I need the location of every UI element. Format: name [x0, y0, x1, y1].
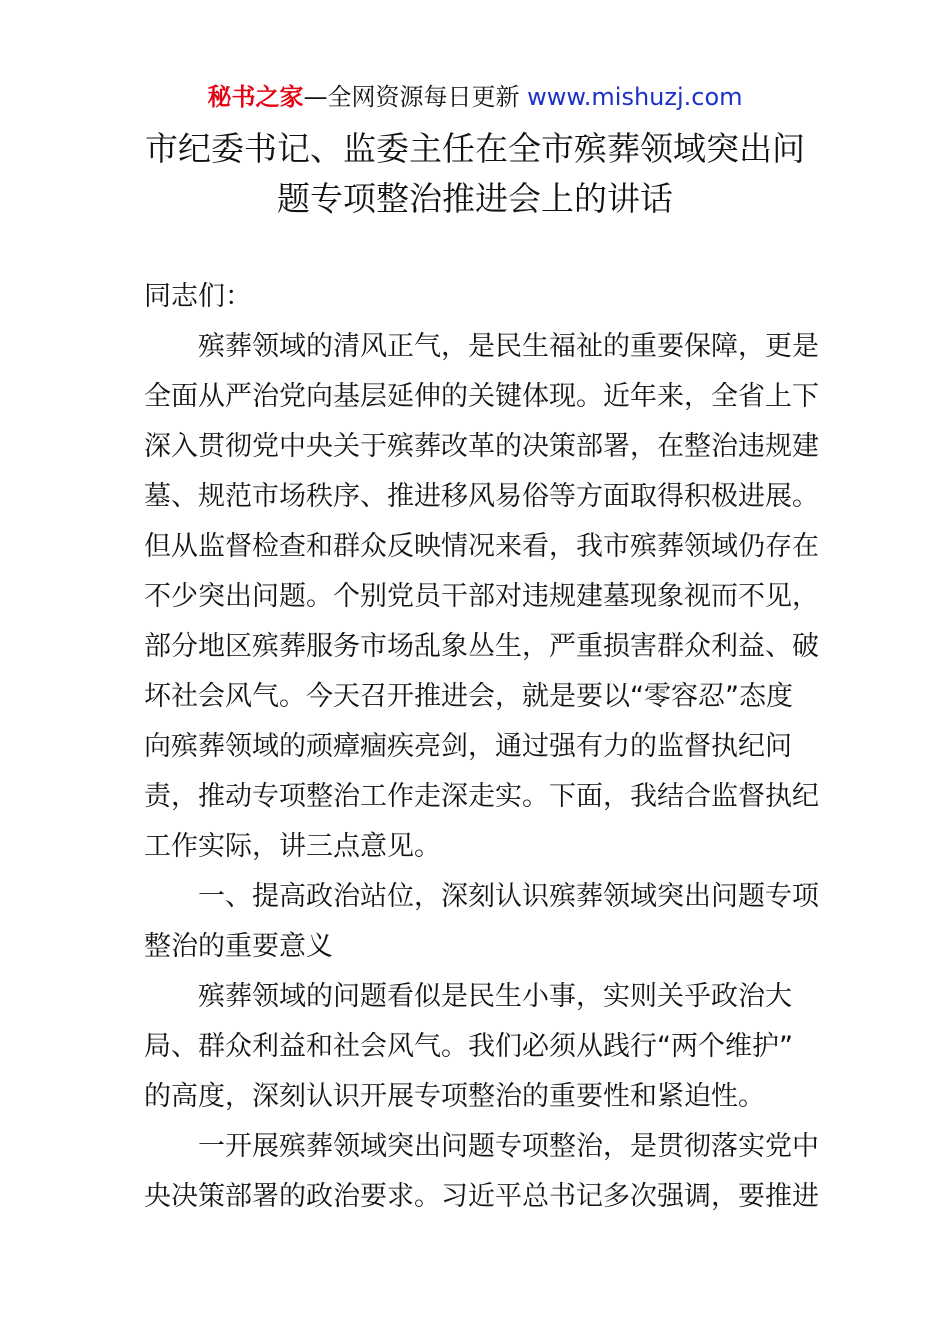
- body-line: 一开展殡葬领域突出问题专项整治，是贯彻落实党中: [144, 1131, 819, 1162]
- body-line: 殡葬领域的问题看似是民生小事，实则关乎政治大: [144, 981, 792, 1012]
- body-line: 局、群众利益和社会风气。我们必须从践行“两个维护”: [144, 1031, 793, 1062]
- body-line: 但从监督检查和群众反映情况来看，我市殡葬领域仍存在: [144, 531, 819, 562]
- title-line-1: 市纪委书记、监委主任在全市殡葬领域突出问: [145, 129, 805, 168]
- body-line: 不少突出问题。个别党员干部对违规建墓现象视而不见，: [144, 581, 819, 612]
- section-heading: 一、提高政治站位，深刻认识殡葬领域突出问题专项: [144, 881, 819, 912]
- body-line: 工作实际，讲三点意见。: [144, 831, 441, 862]
- body-line: 墓、规范市场秩序、推进移风易俗等方面取得积极进展。: [144, 481, 819, 512]
- body-line: 全面从严治党向基层延伸的关键体现。近年来，全省上下: [144, 381, 819, 412]
- site-url[interactable]: www.mishuzj.com: [527, 83, 743, 111]
- section-heading: 整治的重要意义: [144, 931, 333, 962]
- body-line: 部分地区殡葬服务市场乱象丛生，严重损害群众利益、破: [144, 631, 819, 662]
- site-header: [0, 80, 950, 114]
- site-brand: 秘书之家: [207, 83, 304, 111]
- salutation: 同志们：: [144, 281, 252, 312]
- title-line-2: 题专项整治推进会上的讲话: [277, 179, 673, 218]
- body-line: 责，推动专项整治工作走深走实。下面，我结合监督执纪: [144, 781, 819, 812]
- body-line: 坏社会风气。今天召开推进会，就是要以“零容忍”态度: [144, 681, 793, 712]
- body-line: 央决策部署的政治要求。习近平总书记多次强调，要推进: [144, 1181, 819, 1212]
- document-title: [100, 124, 850, 224]
- body-line: 向殡葬领域的顽瘴痼疾亮剑，通过强有力的监督执纪问: [144, 731, 792, 762]
- site-tagline: —全网资源每日更新: [303, 83, 528, 111]
- document-body: [144, 272, 819, 1222]
- body-line: 深入贯彻党中央关于殡葬改革的决策部署，在整治违规建: [144, 431, 819, 462]
- body-line: 的高度，深刻认识开展专项整治的重要性和紧迫性。: [144, 1081, 765, 1112]
- body-line: 殡葬领域的清风正气，是民生福祉的重要保障，更是: [144, 331, 819, 362]
